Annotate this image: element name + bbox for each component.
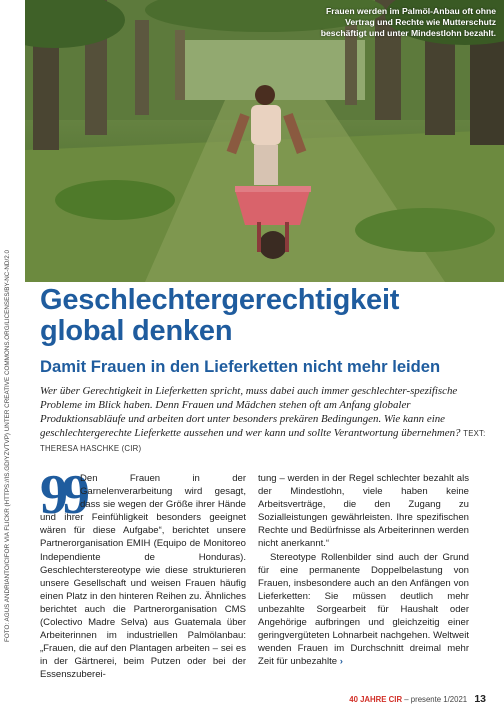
article-subtitle: Damit Frauen in den Lieferketten nicht mehr leiden [40,357,441,376]
footer-brand: 40 JAHRE CIR [349,695,403,704]
page-footer [349,693,486,705]
article-title [40,285,480,347]
footer-issue: – presente 1/2021 [404,695,468,704]
article-photo [25,0,504,282]
article-lead [40,384,490,456]
quote-mark-icon: 99 [40,464,84,526]
plantation-illustration [25,0,504,282]
body-column-left [40,464,246,682]
continue-arrow-icon: › [339,656,343,668]
body-paragraph-3: Stereotype Rollenbilder sind auch der Grund für eine permanente Doppelbelastung von Frauen, insbesondere auch an den Anfängen von Lieferketten: Sie müssen deutlich mehr unbezahlte Sorgearbeit für Haushalt oder Angehörige aufbringen und gleichzeitig einer geringvergüteten Lohnarbeit nachgehen. Weltweit wenden Frauen im Durchschnitt dreimal mehr Zeit für unbezahlte [258,551,469,668]
body-paragraph-2: tung – werden in der Regel schlechter bezahlt als der Mindestlohn, viele haben keine Arbeitsverträge, die den Zugang zu Sozialleistungen gewährleisten. Ihre spezifischen Rechte und Bedürfnisse als Arbeiterinnen werden nicht anerkannt.“ [258,473,469,550]
page-number: 13 [474,693,486,705]
body-column-right [258,472,469,668]
lead-text: Wer über Gerechtigkeit in Lieferketten spricht, muss dabei auch immer geschlechter-spezifische Probleme im Blick haben. Denn Frauen und Mädchen stehen oft am Anfang globaler Produktionsabläufe und arbeiten dort unter besonders prekären Bedingungen. Wie kann eine geschlechtergerechte Lieferkette aussehen und wer kann und sollte Verantwortung übernehmen? [40,385,461,439]
photo-caption: Frauen werden im Palmöl-Anbau oft ohne Vertrag und Rechte wie Mutterschutz beschäftigt und unter Mindestlohn bezahlt. [320,6,496,38]
body-paragraph-1: Den Frauen in der Garnelenverarbeitung wird gesagt, dass sie wegen der Größe ihrer Hände und ihrer Feinfühligkeit besonders geeignet wären für diese Aufgabe“, berichtet unsere Partnerorganisation EMIH (Equipo de Monitoreo Independiente de Honduras). Geschlechterstereotype wie diese strukturieren unsere Gesellschaft und weisen Frauen häufig einen Platz in den hinteren Reihen zu. Ähnliches berichtet auch die Partnerorganisation CMS (Colectivo Madre Selva) aus Guatemala über Arbeiterinnen im industriellen Palmölanbau: „Frauen, die auf den Plantagen arbeiten – sei es in der Gärtnerei, beim Putzen oder bei der Essenszuberei- [40,473,246,681]
author-credit: TEXT: THERESA HASCHKE (CIR) [40,429,486,453]
article-title-line1: Geschlechtergerechtigkeit [40,284,400,316]
photo-credit: FOTO: AGUS ANDRIANTO/CIFOR VIA FLICKR (HTTPS://IS.GD/YZVTVP) UNTER CREATIVE COMMONS.ORG/LICENSES/BY-NC-ND/2.0 [4,250,11,642]
article-title-line2: global denken [40,315,233,347]
